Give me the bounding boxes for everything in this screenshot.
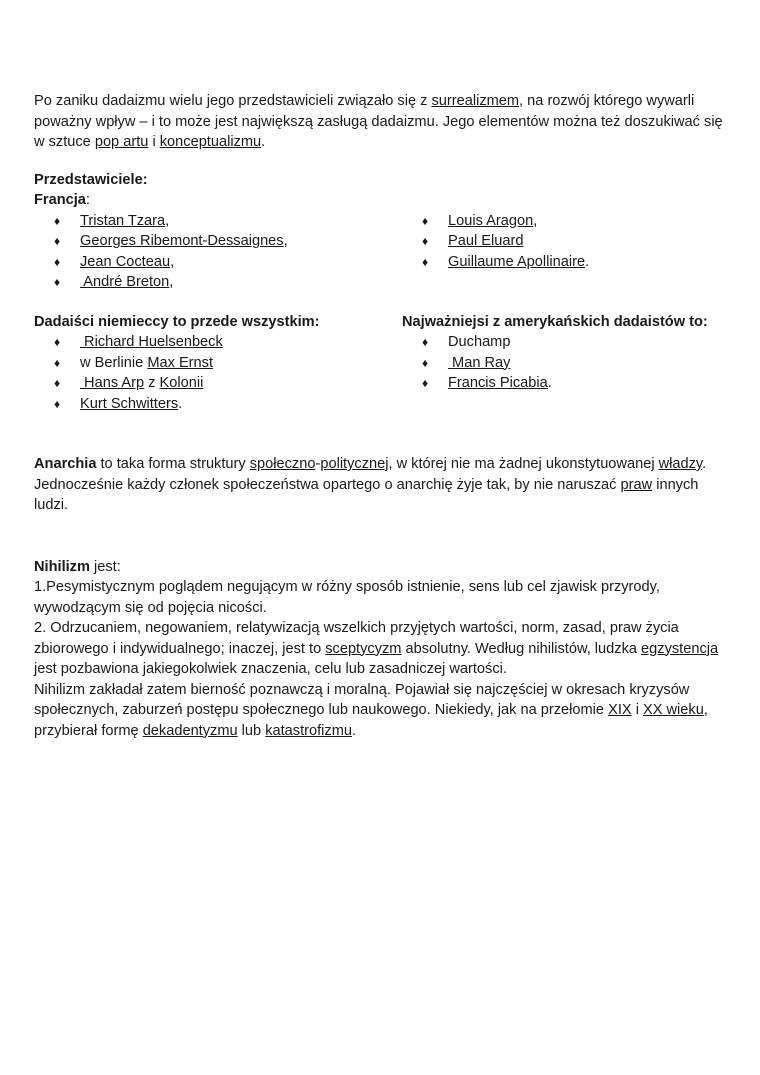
link-konceptualizm[interactable]: konceptualizmu	[159, 134, 262, 150]
link-richard-huelsenbeck[interactable]: Richard Huelsenbeck	[80, 334, 223, 350]
intro-text: .	[261, 134, 266, 150]
diamond-bullet-icon: ♦	[54, 275, 61, 289]
anarchia-text: -	[315, 456, 321, 472]
nihilizm-text: lub	[237, 722, 266, 739]
german-list	[34, 332, 402, 414]
list-item	[34, 332, 402, 353]
link-guillaume-apollinaire[interactable]: Guillaume Apollinaire	[448, 253, 586, 270]
punct: .	[547, 375, 552, 391]
punct: .	[585, 253, 590, 270]
diamond-bullet-icon: ♦	[54, 213, 61, 228]
link-egzystencja[interactable]: egzystencja	[641, 640, 719, 657]
diamond-bullet-icon: ♦	[422, 234, 429, 248]
link-kurt-schwitters[interactable]: Kurt Schwitters	[80, 395, 179, 412]
german-column	[34, 312, 402, 415]
link-dekadentyzm[interactable]: dekadentyzmu	[142, 722, 238, 739]
link-louis-aragon[interactable]: Louis Aragon	[448, 212, 534, 229]
intro-text: Po zaniku dadaizmu wielu jego przedstawicieli związało się z	[34, 93, 432, 109]
nihilizm-text: jest pozbawiona jakiegokolwiek znaczenia, celu lub zasadniczej wartości.	[34, 661, 507, 677]
duchamp-text: Duchamp	[448, 334, 511, 350]
punct: ,	[170, 253, 175, 270]
france-columns	[34, 211, 734, 293]
nihilizm-text: , przybierał formę	[34, 702, 708, 739]
nihilizm-intro	[34, 557, 734, 578]
american-list	[402, 332, 734, 394]
list-item	[34, 373, 402, 394]
list-item	[402, 231, 734, 252]
berlin-prefix: w Berlinie	[80, 354, 148, 371]
diamond-bullet-icon: ♦	[422, 213, 429, 228]
punct: ,	[533, 212, 538, 229]
link-georges-ribemont-dessaignes[interactable]: Georges Ribemont-Dessaignes	[80, 233, 284, 249]
link-hans-arp[interactable]: Hans Arp	[80, 375, 145, 391]
nihilizm-text: i	[631, 702, 643, 718]
list-item	[402, 353, 734, 374]
punct: .	[178, 395, 183, 412]
link-katastrofizm[interactable]: katastrofizmu	[265, 722, 352, 739]
nihilizm-text: .	[351, 722, 357, 739]
anarchia-text: . Jednocześnie każdy członek społeczeństwa opartego o anarchię żyje tak, by nie naruszać	[34, 456, 707, 493]
diamond-bullet-icon: ♦	[54, 234, 61, 248]
american-column	[402, 312, 734, 415]
nihilizm-text: jest:	[89, 558, 121, 575]
link-xix[interactable]: XIX	[608, 702, 632, 718]
link-andre-breton[interactable]: André Breton	[80, 274, 170, 290]
intro-paragraph	[34, 91, 734, 153]
link-paul-eluard[interactable]: Paul Eluard	[448, 233, 524, 249]
link-politycznej[interactable]: politycznej	[320, 456, 389, 472]
german-american-columns	[34, 312, 734, 415]
link-sceptycyzm[interactable]: sceptycyzm	[325, 640, 402, 657]
list-item	[402, 211, 734, 232]
diamond-bullet-icon: ♦	[54, 396, 61, 411]
diamond-bullet-icon: ♦	[422, 335, 429, 349]
nihilizm-text: 2. Odrzucaniem, negowaniem, relatywizacją wszelkich przyjętych wartości, norm, zasad, praw życia zbiorowego i indywidualnego; inaczej, jest to	[34, 620, 679, 657]
punct: ,	[169, 274, 174, 290]
link-max-ernst[interactable]: Max Ernst	[147, 354, 214, 371]
anarchia-text: , w której nie ma żadnej ukonstytuowanej	[388, 456, 659, 472]
nihilizm-text: Nihilizm zakładał zatem bierność poznawczą i moralną. Pojawiał się najczęściej w okresach kryzysów społecznych, zaburzeń postępu społecznego lub naukowego. Niekiedy, jak na przełomie	[34, 681, 690, 718]
list-item	[34, 353, 402, 374]
anarchia-paragraph	[34, 454, 734, 516]
france-colon: :	[85, 192, 90, 208]
anarchia-text: to taka forma struktury	[96, 456, 250, 472]
link-francis-picabia[interactable]: Francis Picabia	[448, 375, 548, 391]
punct: ,	[283, 233, 288, 249]
intro-text: i	[148, 134, 160, 150]
anarchia-term: Anarchia	[34, 456, 97, 472]
nihilizm-point-2	[34, 618, 734, 680]
list-item	[34, 272, 402, 293]
list-item	[34, 252, 402, 273]
link-pop-art[interactable]: pop artu	[94, 134, 149, 150]
diamond-bullet-icon: ♦	[422, 355, 429, 370]
france-list-left	[34, 211, 402, 293]
nihilizm-term: Nihilizm	[34, 558, 90, 575]
nihilizm-point-1: 1.Pesymistycznym poglądem negującym w różny sposób istnienie, sens lub cel zjawisk przyrody, wywodzącym się od pojęcia nicości.	[34, 579, 660, 616]
list-item	[34, 211, 402, 232]
from-text: z	[144, 375, 160, 391]
diamond-bullet-icon: ♦	[422, 254, 429, 269]
nihilizm-paragraph-3	[34, 680, 734, 742]
link-surrealizm[interactable]: surrealizmem	[431, 93, 520, 109]
list-item	[34, 394, 402, 415]
german-heading: Dadaiści niemieccy to przede wszystkim:	[34, 313, 320, 330]
link-tristan-tzara[interactable]: Tristan Tzara	[80, 212, 166, 229]
american-heading: Najważniejsi z amerykańskich dadaistów to:	[402, 313, 708, 330]
link-spoleczno[interactable]: społeczno	[249, 456, 316, 472]
punct: ,	[165, 212, 170, 229]
list-item	[402, 373, 734, 394]
representatives-heading: Przedstawiciele:	[34, 171, 148, 188]
intro-text: , na rozwój którego wywarli poważny wpływ – i to może jest największą zasługą dadaizmu. Jego elementów można też doszukiwać się w sztuce	[34, 93, 723, 150]
france-label: Francja	[34, 192, 86, 208]
anarchia-text: innych ludzi.	[34, 476, 699, 513]
link-praw[interactable]: praw	[620, 476, 653, 493]
link-wladzy[interactable]: władzy	[658, 456, 703, 472]
list-item	[402, 332, 734, 353]
diamond-bullet-icon: ♦	[54, 254, 61, 269]
document-page	[34, 91, 734, 741]
france-list-right	[402, 211, 734, 293]
diamond-bullet-icon: ♦	[54, 335, 61, 349]
diamond-bullet-icon: ♦	[54, 376, 61, 390]
list-item	[402, 252, 734, 273]
link-man-ray[interactable]: Man Ray	[448, 354, 511, 371]
link-jean-cocteau[interactable]: Jean Cocteau	[80, 253, 171, 270]
nihilizm-text: absolutny. Według nihilistów, ludzka	[401, 640, 642, 657]
diamond-bullet-icon: ♦	[422, 376, 429, 390]
link-kolonii[interactable]: Kolonii	[159, 375, 204, 391]
link-xx-wieku[interactable]: XX wieku	[643, 702, 704, 718]
diamond-bullet-icon: ♦	[54, 355, 61, 370]
france-label-line	[34, 190, 734, 211]
list-item	[34, 231, 402, 252]
